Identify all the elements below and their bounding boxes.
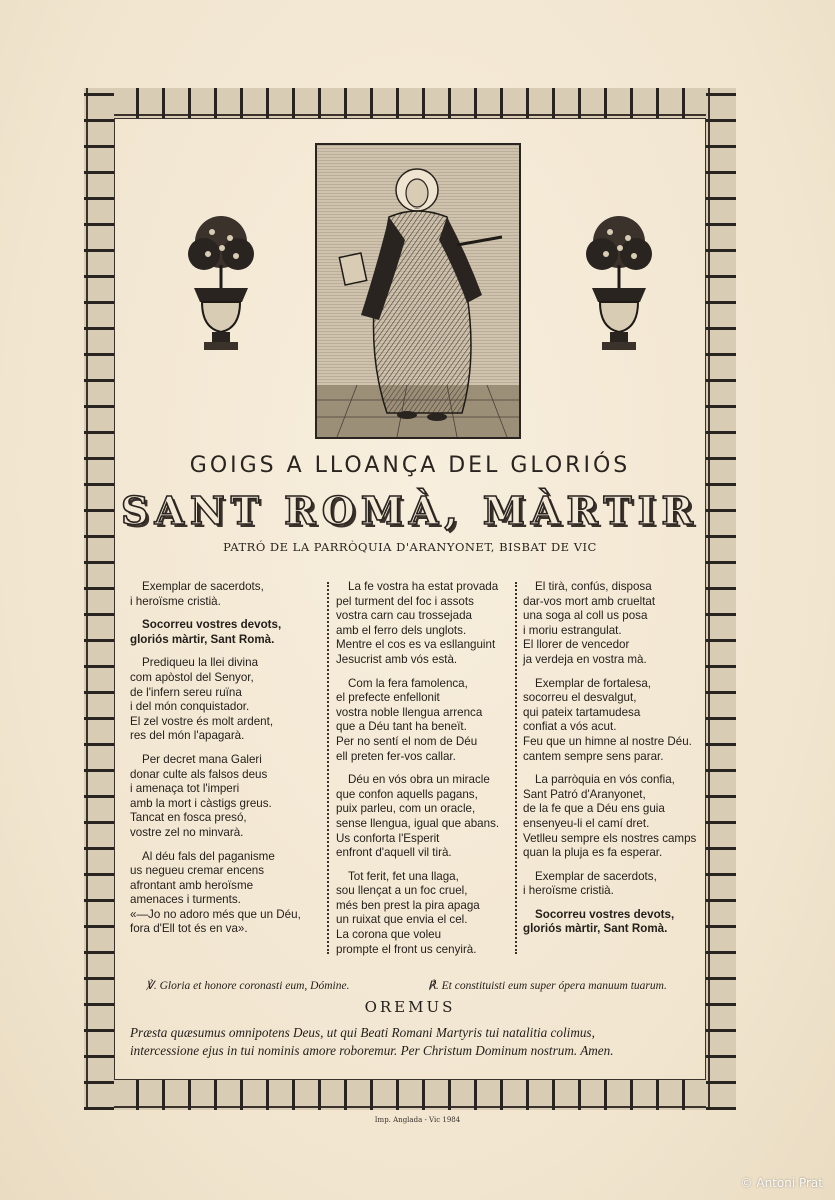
- verse-line: i heroïsme cristià.: [130, 594, 221, 608]
- verse-line: enfront d'aquell vil tirà.: [336, 846, 452, 860]
- stanza-gap: [523, 764, 718, 773]
- stanza-gap: [130, 841, 320, 850]
- ornamental-border-top: [84, 88, 736, 118]
- potted-laurel-right-icon: [578, 210, 660, 360]
- stanza-gap: [523, 899, 718, 908]
- verse-line: una soga al coll us posa: [523, 609, 648, 623]
- verse-line: Per no sentí el nom de Déu: [336, 734, 478, 748]
- stanza-gap: [523, 668, 718, 677]
- verse-line: més ben prest la pira apaga: [336, 898, 480, 912]
- title-line-1: GOIGS A LLOANÇA DEL GLORIÓS: [189, 453, 631, 478]
- verse-line: i heroïsme cristià.: [523, 884, 614, 898]
- oremus-heading: OREMUS: [364, 998, 456, 1016]
- verse-line: Déu en vós obra un miracle: [348, 773, 490, 787]
- verse-line: La parròquia en vós confia,: [535, 773, 675, 787]
- verse-line: de la fe que a Déu ens guia: [523, 802, 665, 816]
- verse-line: donar culte als falsos deus: [130, 767, 268, 781]
- verse-line: Al déu fals del paganisme: [142, 849, 275, 863]
- response: ℟. Et constituisti eum super ópera manuum tuarum.: [428, 980, 667, 992]
- refrain-line: Socorreu vostres devots,: [142, 618, 282, 632]
- verse-line: el prefecte enfellonit: [336, 691, 440, 705]
- stanza-gap: [336, 764, 516, 773]
- verse-line: i amenaça tot l'imperi: [130, 782, 240, 796]
- verse-line: El llorer de vencedor: [523, 638, 630, 652]
- stanza-gap: [523, 861, 718, 870]
- verse-line: que a Déu tant ha beneït.: [336, 720, 467, 734]
- verse-line: ensenyeu-li el camí dret.: [523, 816, 650, 830]
- verse-line: i moriu estrangulat.: [523, 623, 622, 637]
- verse-line: dar-vos mort amb crueltat: [523, 594, 656, 608]
- refrain-line: gloriós màrtir, Sant Romà.: [130, 632, 275, 646]
- verse-line: socorreu el desvalgut,: [523, 691, 637, 705]
- refrain-line: Socorreu vostres devots,: [535, 907, 675, 921]
- verse-line: Jesucrist amb vós està.: [336, 652, 458, 666]
- verse-line: Com la fera famolenca,: [348, 676, 468, 690]
- title-line-2: SANT ROMÀ, MÀRTIR: [121, 488, 699, 533]
- verse-line: Us conforta l'Esperit: [336, 831, 440, 845]
- verse-line: ja verdeja en vostra mà.: [523, 652, 647, 666]
- verse-line: El tirà, confús, disposa: [535, 580, 652, 593]
- verse-line: us negueu cremar encens: [130, 864, 265, 878]
- verse-line: amb la mort i càstigs greus.: [130, 796, 272, 810]
- verse-line: qui pateix tartamudesa: [523, 705, 641, 719]
- verse-line: La fe vostra ha estat provada: [348, 580, 499, 593]
- verse-line: Tot ferit, fet una llaga,: [348, 869, 459, 883]
- verse-column-2: [336, 580, 516, 957]
- versicle: ℣. Gloria et honore coronasti eum, Dómine.: [146, 980, 350, 992]
- verse-line: amenaces i turments.: [130, 893, 241, 907]
- stanza-gap: [336, 861, 516, 870]
- verse-line: pel turment del foc i assots: [336, 594, 474, 608]
- verse-line: i del món conquistador.: [130, 700, 250, 714]
- verse-line: de l'infern sereu ruïna: [130, 685, 242, 699]
- column-divider-2: [515, 582, 517, 954]
- verse-line: Exemplar de fortalesa,: [535, 676, 651, 690]
- verse-line: Mentre el cos es va esllanguint: [336, 638, 496, 652]
- stanza-gap: [130, 609, 320, 618]
- verse-line: quan la pluja es fa esperar.: [523, 846, 663, 860]
- verse-line: amb el ferro dels unglots.: [336, 623, 467, 637]
- printer-imprint: Imp. Anglada - Vic 1984: [374, 1116, 461, 1124]
- verse-line: com apòstol del Senyor,: [130, 670, 254, 684]
- verse-line: que confon aquells pagans,: [336, 787, 478, 801]
- stanza-gap: [130, 647, 320, 656]
- verse-line: confiat a vós acut.: [523, 720, 617, 734]
- verse-column-3: [523, 580, 718, 937]
- saint-engraving-image: [315, 143, 521, 439]
- verse-line: vostra noble llengua arrenca: [336, 705, 483, 719]
- verse-line: un ruixat que envia el cel.: [336, 913, 468, 927]
- stanza-gap: [336, 668, 516, 677]
- verse-line: Feu que un himne al nostre Déu.: [523, 734, 692, 748]
- verse-line: cantem sempre sens parar.: [523, 749, 664, 763]
- verse-line: La corona que voleu: [336, 928, 442, 942]
- saint-figure-icon: [317, 145, 519, 437]
- verse-line: vostra carn cau trossejada: [336, 609, 472, 623]
- prayer-text: [130, 1024, 710, 1060]
- ornamental-border-bottom: [84, 1080, 736, 1110]
- potted-laurel-left-icon: [180, 210, 262, 360]
- verse-line: puix parleu, com un oracle,: [336, 802, 476, 816]
- subtitle: PATRÓ DE LA PARRÒQUIA D'ARANYONET, BISBAT DE VIC: [223, 540, 597, 554]
- prayer-line-2: intercessione ejus in tui nominis amore roboremur. Per Christum Dominum nostrum. Amen.: [130, 1043, 614, 1058]
- verse-line: Prediqueu la llei divina: [142, 656, 259, 670]
- verse-line: prompte el front us cenyirà.: [336, 942, 477, 956]
- verse-line: vostre zel no minvarà.: [130, 825, 244, 839]
- verse-line: res del món l'apagarà.: [130, 729, 245, 743]
- verse-line: Tancat en fosca presó,: [130, 811, 247, 825]
- copyright-watermark: © Antoni Prat: [740, 1176, 823, 1190]
- ornamental-border-left: [84, 88, 114, 1110]
- verse-line: Vetlleu sempre els nostres camps: [523, 831, 697, 845]
- verse-line: afrontant amb heroïsme: [130, 878, 254, 892]
- verse-line: sense llengua, igual que abans.: [336, 816, 500, 830]
- verse-line: ell preten fer-vos callar.: [336, 749, 456, 763]
- verse-column-1: [130, 580, 320, 937]
- stanza-gap: [130, 744, 320, 753]
- verse-line: sou llençat a un foc cruel,: [336, 884, 468, 898]
- verse-line: «—Jo no adoro més que un Déu,: [130, 907, 301, 921]
- verse-line: fora d'Ell tot és en va».: [130, 922, 248, 936]
- column-divider-1: [327, 582, 329, 954]
- verse-line: Exemplar de sacerdots,: [142, 580, 264, 593]
- verse-line: Per decret mana Galeri: [142, 752, 262, 766]
- verse-line: El zel vostre és molt ardent,: [130, 714, 274, 728]
- verse-line: Exemplar de sacerdots,: [535, 869, 657, 883]
- verse-line: Sant Patró d'Aranyonet,: [523, 787, 646, 801]
- refrain-line: gloriós màrtir, Sant Romà.: [523, 922, 668, 936]
- prayer-line-1: Præsta quæsumus omnipotens Deus, ut qui Beati Romani Martyris tui natalitia colimus,: [130, 1025, 595, 1040]
